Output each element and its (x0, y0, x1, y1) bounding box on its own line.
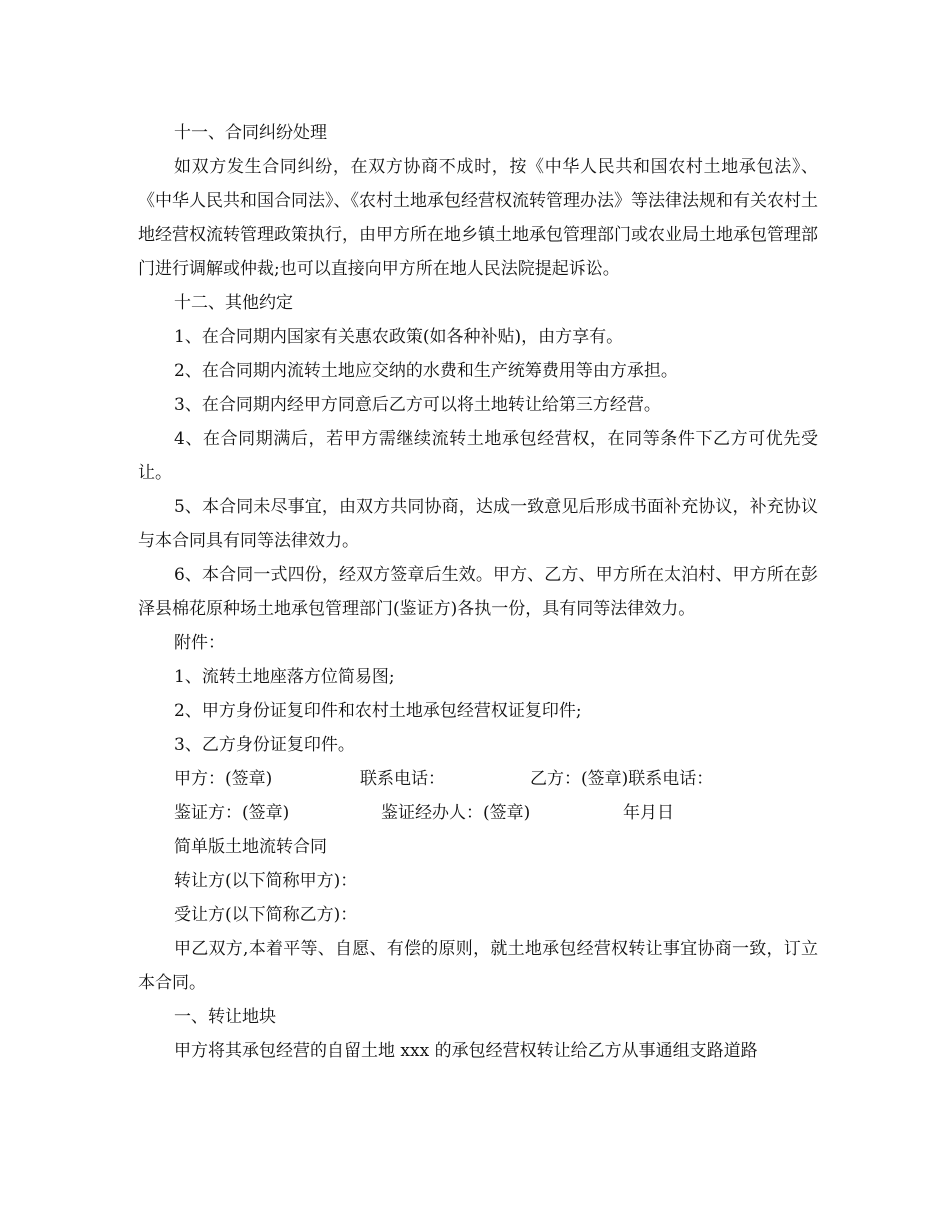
transferor-line: 转让方(以下简称甲方)： (174, 871, 358, 891)
verifier-signature-label: 鉴证方：(签章) (174, 803, 290, 823)
other-clause-4: 4、在合同期满后，若甲方需继续流转土地承包经营权，在同等条件下乙方可优先受让。 (138, 429, 818, 483)
party-a-signature-label: 甲方：(签章) (174, 769, 273, 789)
second-contract-title: 简单版土地流转合同 (174, 837, 327, 857)
other-clause-6: 6、本合同一式四份，经双方签章后生效。甲方、乙方、甲方所在太泊村、甲方所在彭泽县棉花原种场土地承包管理部门(鉴证方)各执一份，具有同等法律效力。 (138, 565, 818, 619)
attachment-item-3: 3、乙方身份证复印件。 (174, 735, 355, 755)
other-clause-5: 5、本合同未尽事宜，由双方共同协商，达成一致意见后形成书面补充协议，补充协议与本合同具有同等法律效力。 (138, 497, 818, 551)
other-clause-3: 3、在合同期内经甲方同意后乙方可以将土地转让给第三方经营。 (174, 395, 661, 415)
date-label: 年月日 (623, 803, 674, 823)
section-heading-11: 十一、合同纠纷处理 (174, 123, 327, 143)
intro-paragraph: 甲乙双方,本着平等、自愿、有偿的原则，就土地承包经营权转让事宜协商一致，订立本合同。 (138, 939, 818, 993)
section-1-paragraph: 甲方将其承包经营的自留土地 xxx 的承包经营权转让给乙方从事通组支路道路 (174, 1041, 758, 1061)
attachments-heading: 附件： (174, 633, 225, 653)
signature-row-parties (138, 762, 818, 796)
attachment-item-1: 1、流转土地座落方位简易图; (174, 667, 395, 687)
signature-row-verifier (138, 796, 818, 830)
section-heading-12: 十二、其他约定 (174, 293, 293, 313)
transferee-line: 受让方(以下简称乙方)： (174, 905, 358, 925)
document-body (138, 116, 818, 1068)
party-a-phone-label: 联系电话： (360, 769, 445, 789)
verifier-agent-label: 鉴证经办人：(签章) (381, 803, 531, 823)
section-heading-1: 一、转让地块 (174, 1007, 276, 1027)
other-clause-2: 2、在合同期内流转土地应交纳的水费和生产统筹费用等由方承担。 (174, 361, 678, 381)
party-b-signature-label: 乙方：(签章)联系电话： (530, 769, 714, 789)
dispute-paragraph: 如双方发生合同纠纷，在双方协商不成时，按《中华人民共和国农村土地承包法》、《中华人民共和国合同法》、《农村土地承包经营权流转管理办法》等法律法规和有关农村土地经营权流转管理政策执行，由甲方所在地乡镇土地承包管理部门或农业局土地承包管理部门进行调解或仲裁;也可以直接向甲方所在地人民法院提起诉讼。 (138, 157, 818, 279)
attachment-item-2: 2、甲方身份证复印件和农村土地承包经营权证复印件; (174, 701, 582, 721)
other-clause-1: 1、在合同期内国家有关惠农政策(如各种补贴)，由方享有。 (174, 327, 624, 347)
